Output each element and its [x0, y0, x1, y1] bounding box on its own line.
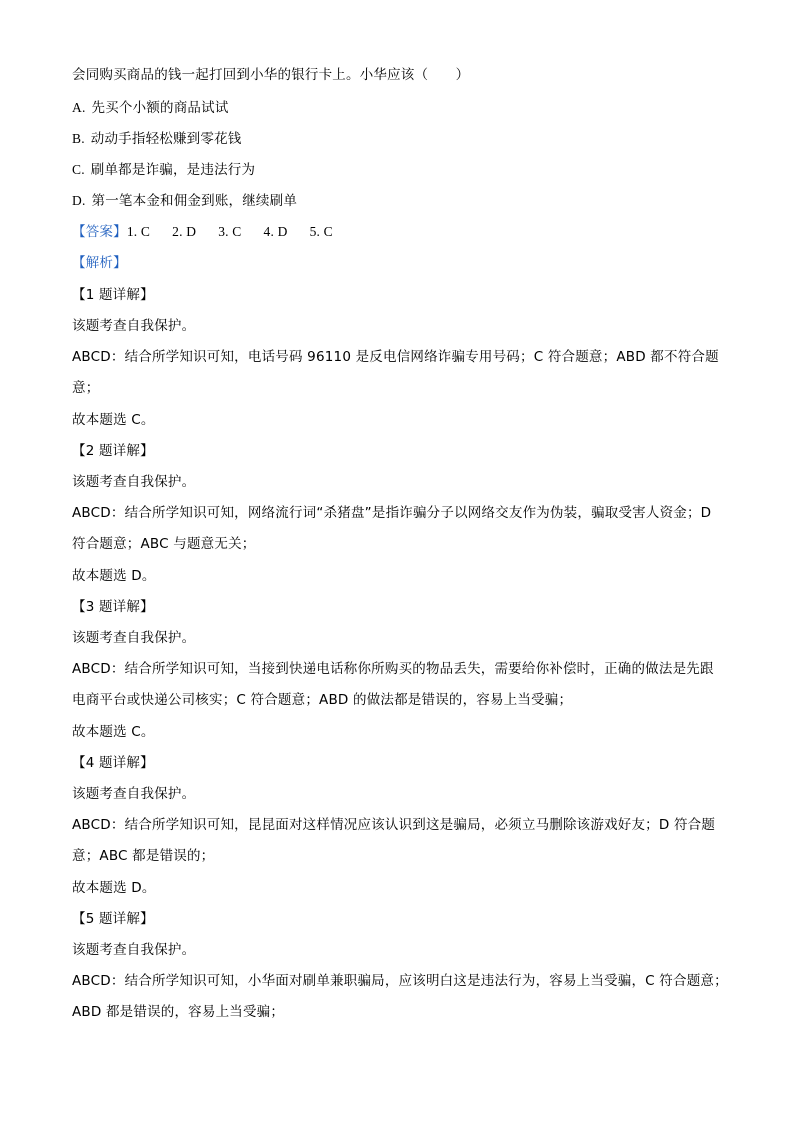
detail-4-heading: 【4 题详解】: [72, 755, 154, 771]
option-d-letter: D.: [72, 193, 86, 208]
detail-4-body-line-2: 意；ABC 都是错误的；: [72, 848, 215, 864]
option-c: [72, 161, 732, 179]
detail-2-heading: 【2 题详解】: [72, 443, 154, 459]
option-d-text: 第一笔本金和佣金到账，继续刷单: [91, 193, 298, 209]
option-b-text: 动动手指轻松赚到零花钱: [90, 131, 242, 147]
detail-3-heading: 【3 题详解】: [72, 599, 154, 615]
detail-1-heading: 【1 题详解】: [72, 287, 154, 303]
detail-4-body-line-1: ABCD：结合所学知识可知，昆昆面对这样情况应该认识到这是骗局，必须立马删除该游戏好友；D 符合题: [72, 817, 716, 833]
detail-5-intro: 该题考查自我保护。: [72, 942, 196, 958]
option-d: [72, 192, 732, 210]
option-a-letter: A.: [72, 100, 86, 115]
detail-1-body-line-1: ABCD：结合所学知识可知，电话号码 96110 是反电信网络诈骗专用号码；C 符合题意；ABD 都不符合题: [72, 349, 719, 365]
analysis-label: 【解析】: [72, 255, 127, 271]
detail-3-body-line-2: 电商平台或快递公司核实；C 符合题意；ABD 的做法都是错误的，容易上当受骗；: [72, 692, 573, 708]
detail-5-body-line-1: ABCD：结合所学知识可知，小华面对刷单兼职骗局，应该明白这是违法行为，容易上当受骗，C 符合题意；: [72, 973, 728, 989]
option-b-letter: B.: [72, 131, 85, 146]
detail-3-body-line-1: ABCD：结合所学知识可知，当接到快递电话称你所购买的物品丢失，需要给你补偿时，正确的做法是先跟: [72, 661, 714, 677]
detail-5-body-line-2: ABD 都是错误的，容易上当受骗；: [72, 1004, 285, 1020]
answer-item: 1. C: [126, 224, 151, 239]
detail-1-intro: 该题考查自我保护。: [72, 318, 196, 334]
detail-2-body-line-2: 符合题意；ABC 与题意无关；: [72, 536, 256, 552]
answer-item: 5. C: [309, 224, 333, 239]
detail-3-intro: 该题考查自我保护。: [72, 630, 196, 646]
detail-1-body-line-2: 意；: [72, 380, 100, 396]
detail-2-intro: 该题考查自我保护。: [72, 474, 196, 490]
option-b: [72, 130, 732, 148]
detail-4-intro: 该题考查自我保护。: [72, 786, 196, 802]
detail-3-conclusion: 故本题选 C。: [72, 724, 155, 740]
answer-item: 4. D: [263, 224, 288, 239]
option-a-text: 先买个小额的商品试试: [91, 100, 229, 116]
detail-2-conclusion: 故本题选 D。: [72, 568, 156, 584]
detail-5-heading: 【5 题详解】: [72, 911, 154, 927]
detail-1-conclusion: 故本题选 C。: [72, 412, 155, 428]
detail-4-conclusion: 故本题选 D。: [72, 880, 156, 896]
answer-label: 【答案】: [72, 224, 127, 240]
question-tail: 会同购买商品的钱一起打回到小华的银行卡上。小华应该（ ）: [72, 67, 470, 83]
option-c-letter: C.: [72, 162, 85, 177]
option-c-text: 刷单都是诈骗，是违法行为: [90, 162, 256, 178]
answer-item: 2. D: [172, 224, 197, 239]
answer-line: [72, 223, 732, 241]
answer-item: 3. C: [218, 224, 242, 239]
option-a: [72, 99, 732, 117]
detail-2-body-line-1: ABCD：结合所学知识可知，网络流行词“杀猪盘”是指诈骗分子以网络交友作为伪装，骗取受害人资金；D: [72, 505, 712, 521]
